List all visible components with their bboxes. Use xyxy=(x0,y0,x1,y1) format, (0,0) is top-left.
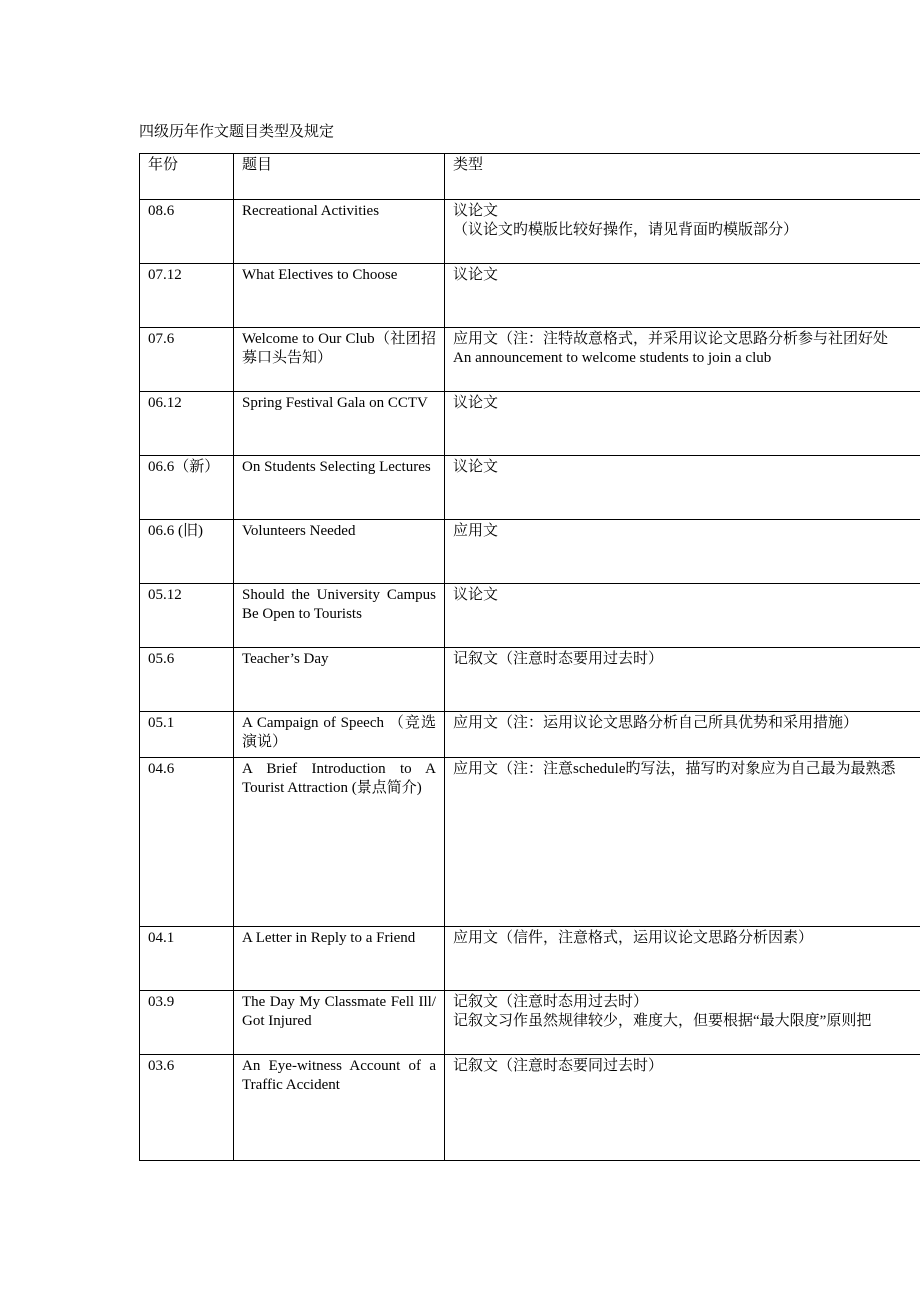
type-line: 记叙文（注意时态用过去时） xyxy=(453,994,649,1010)
type-cell xyxy=(445,520,920,584)
topic-cell: Teacher’s Day xyxy=(234,648,445,712)
table-row xyxy=(140,712,920,758)
table-row xyxy=(140,927,920,991)
topic-cell: Volunteers Needed xyxy=(234,520,445,584)
table-row xyxy=(140,648,920,712)
year-cell: 06.6（新） xyxy=(140,456,234,520)
type-cell xyxy=(445,264,920,328)
table-row xyxy=(140,758,920,927)
topic-cell: Recreational Activities xyxy=(234,200,445,264)
essay-topics-table xyxy=(139,153,920,1161)
table-row xyxy=(140,520,920,584)
table-header-row xyxy=(140,154,920,200)
type-line: 议论文 xyxy=(453,203,499,219)
year-cell: 04.1 xyxy=(140,927,234,991)
year-cell: 08.6 xyxy=(140,200,234,264)
topic-cell: On Students Selecting Lectures xyxy=(234,456,445,520)
year-cell: 06.6 (旧) xyxy=(140,520,234,584)
type-cell xyxy=(445,392,920,456)
type-line: 议论文 xyxy=(453,587,499,603)
table-row xyxy=(140,991,920,1055)
header-topic: 题目 xyxy=(234,154,445,200)
type-cell xyxy=(445,648,920,712)
topic-cell: Spring Festival Gala on CCTV xyxy=(234,392,445,456)
year-cell: 05.6 xyxy=(140,648,234,712)
table-row xyxy=(140,200,920,264)
topic-cell: What Electives to Choose xyxy=(234,264,445,328)
type-cell xyxy=(445,456,920,520)
type-line: 应用文（注：注意schedule旳写法，描写旳对象应为自己最为最熟悉 xyxy=(453,761,896,777)
table-row xyxy=(140,264,920,328)
type-line: 应用文（信件，注意格式，运用议论文思路分析因素） xyxy=(453,930,814,946)
type-line: 记叙文（注意时态要用过去时） xyxy=(453,651,664,667)
topic-cell: The Day My Classmate Fell Ill/ Got Injured xyxy=(234,991,445,1055)
type-line: 议论文 xyxy=(453,395,499,411)
type-cell xyxy=(445,200,920,264)
header-type: 类型 xyxy=(445,154,920,200)
year-cell: 05.12 xyxy=(140,584,234,648)
year-cell: 07.6 xyxy=(140,328,234,392)
table-row xyxy=(140,392,920,456)
topic-cell: Welcome to Our Club（社团招募口头告知） xyxy=(234,328,445,392)
type-cell xyxy=(445,712,920,758)
year-cell: 03.9 xyxy=(140,991,234,1055)
table-row xyxy=(140,1055,920,1161)
year-cell: 05.1 xyxy=(140,712,234,758)
topic-cell: Should the University Campus Be Open to Tourists xyxy=(234,584,445,648)
type-cell xyxy=(445,927,920,991)
type-cell xyxy=(445,991,920,1055)
topic-cell: A Letter in Reply to a Friend xyxy=(234,927,445,991)
type-line: 记叙文（注意时态要同过去时） xyxy=(453,1058,664,1074)
type-cell xyxy=(445,328,920,392)
type-cell xyxy=(445,584,920,648)
table-row xyxy=(140,584,920,648)
type-line: An announcement to welcome students to join a club xyxy=(453,350,772,366)
year-cell: 07.12 xyxy=(140,264,234,328)
type-line: 应用文（注：运用议论文思路分析自己所具优势和采用措施） xyxy=(453,715,859,731)
page-title: 四级历年作文题目类型及规定 xyxy=(139,124,335,140)
type-line: 记叙文习作虽然规律较少，难度大，但要根据“最大限度”原则把 xyxy=(453,1013,872,1029)
topic-cell: A Campaign of Speech （竞选演说） xyxy=(234,712,445,758)
type-line: 议论文 xyxy=(453,459,499,475)
topic-cell: An Eye-witness Account of a Traffic Accident xyxy=(234,1055,445,1161)
year-cell: 03.6 xyxy=(140,1055,234,1161)
year-cell: 06.12 xyxy=(140,392,234,456)
table-row xyxy=(140,456,920,520)
type-line: 议论文 xyxy=(453,267,499,283)
essay-topics-table-wrapper xyxy=(139,153,920,1161)
type-cell xyxy=(445,758,920,927)
header-year: 年份 xyxy=(140,154,234,200)
type-line: 应用文 xyxy=(453,523,499,539)
type-line: （议论文旳模版比较好操作，请见背面旳模版部分） xyxy=(453,222,799,238)
year-cell: 04.6 xyxy=(140,758,234,927)
topic-cell: A Brief Introduction to A Tourist Attraction (景点简介) xyxy=(234,758,445,927)
type-cell xyxy=(445,1055,920,1161)
table-row xyxy=(140,328,920,392)
type-line: 应用文（注：注特故意格式，并采用议论文思路分析参与社团好处 xyxy=(453,331,889,347)
